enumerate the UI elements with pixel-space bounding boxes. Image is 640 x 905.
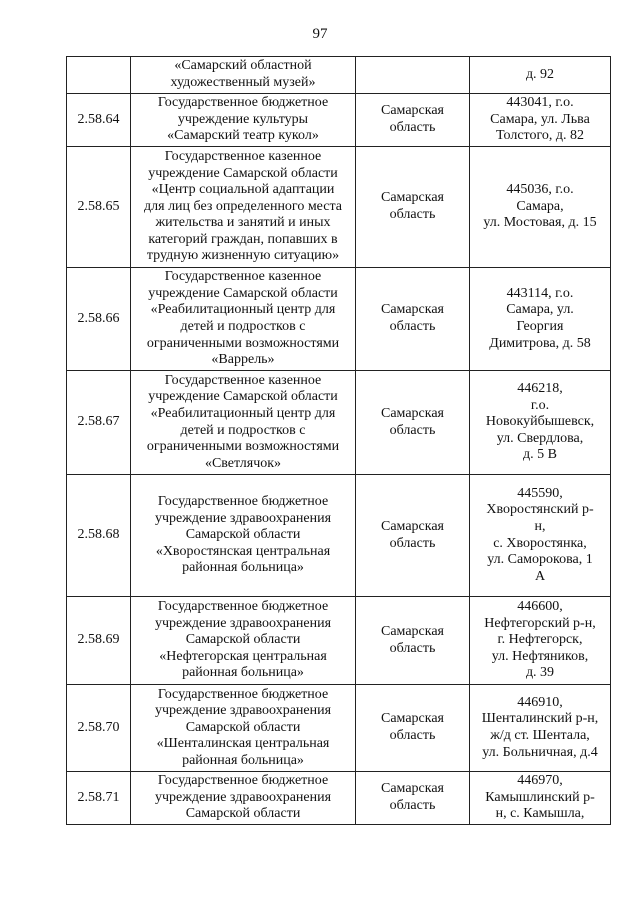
institution-name-cell: Государственное казенное учреждение Самарской области «Реабилитационный центр для детей и подростков с ограниченными возможностями «Светлячок» — [131, 371, 356, 475]
row-number-cell: 2.58.70 — [67, 685, 131, 772]
table-row — [67, 94, 611, 147]
row-number-cell: 2.58.67 — [67, 371, 131, 475]
table-row — [67, 475, 611, 597]
region-cell: Самарская область — [356, 268, 470, 371]
region-cell: Самарская область — [356, 685, 470, 772]
row-number-cell: 2.58.65 — [67, 147, 131, 268]
address-cell: 445036, г.о. Самара, ул. Мостовая, д. 15 — [470, 147, 611, 268]
row-number-cell: 2.58.64 — [67, 94, 131, 147]
address-cell: 446970, Камышлинский р- н, с. Камышла, — [470, 772, 611, 825]
region-cell: Самарская область — [356, 772, 470, 825]
table-row — [67, 57, 611, 94]
address-cell: 446218, г.о. Новокуйбышевск, ул. Свердлова, д. 5 В — [470, 371, 611, 475]
address-cell: 443114, г.о. Самара, ул. Георгия Димитрова, д. 58 — [470, 268, 611, 371]
region-cell: Самарская область — [356, 371, 470, 475]
table-row — [67, 268, 611, 371]
row-number-cell: 2.58.68 — [67, 475, 131, 597]
row-number-cell — [67, 57, 131, 94]
table-row — [67, 597, 611, 685]
institution-name-cell: Государственное казенное учреждение Самарской области «Центр социальной адаптации для лиц без определенного места жительства и занятий и иных категорий граждан, попавших в трудную жизненную ситуацию» — [131, 147, 356, 268]
address-cell: 446910, Шенталинский р-н, ж/д ст. Шентала, ул. Больничная, д.4 — [470, 685, 611, 772]
table-row — [67, 147, 611, 268]
region-cell — [356, 57, 470, 94]
institutions-table — [66, 56, 611, 825]
institution-name-cell: «Самарский областной художественный музей» — [131, 57, 356, 94]
institution-name-cell: Государственное бюджетное учреждение здравоохранения Самарской области «Нефтегорская центральная районная больница» — [131, 597, 356, 685]
institution-name-cell: Государственное бюджетное учреждение здравоохранения Самарской области — [131, 772, 356, 825]
institution-name-cell: Государственное бюджетное учреждение здравоохранения Самарской области «Хворостянская центральная районная больница» — [131, 475, 356, 597]
region-cell: Самарская область — [356, 147, 470, 268]
institution-name-cell: Государственное бюджетное учреждение культуры «Самарский театр кукол» — [131, 94, 356, 147]
region-cell: Самарская область — [356, 94, 470, 147]
table-row — [67, 371, 611, 475]
table-row — [67, 685, 611, 772]
address-cell: 446600, Нефтегорский р-н, г. Нефтегорск, ул. Нефтяников, д. 39 — [470, 597, 611, 685]
row-number-cell: 2.58.71 — [67, 772, 131, 825]
region-cell: Самарская область — [356, 475, 470, 597]
region-cell: Самарская область — [356, 597, 470, 685]
table-row — [67, 772, 611, 825]
address-cell: 445590, Хворостянский р- н, с. Хворостянка, ул. Саморокова, 1 А — [470, 475, 611, 597]
institutions-table-body — [67, 57, 611, 825]
row-number-cell: 2.58.69 — [67, 597, 131, 685]
institution-name-cell: Государственное бюджетное учреждение здравоохранения Самарской области «Шенталинская центральная районная больница» — [131, 685, 356, 772]
page-number: 97 — [312, 26, 328, 42]
address-cell: д. 92 — [470, 57, 611, 94]
address-cell: 443041, г.о. Самара, ул. Льва Толстого, д. 82 — [470, 94, 611, 147]
institution-name-cell: Государственное казенное учреждение Самарской области «Реабилитационный центр для детей и подростков с ограниченными возможностями «Варрель» — [131, 268, 356, 371]
row-number-cell: 2.58.66 — [67, 268, 131, 371]
